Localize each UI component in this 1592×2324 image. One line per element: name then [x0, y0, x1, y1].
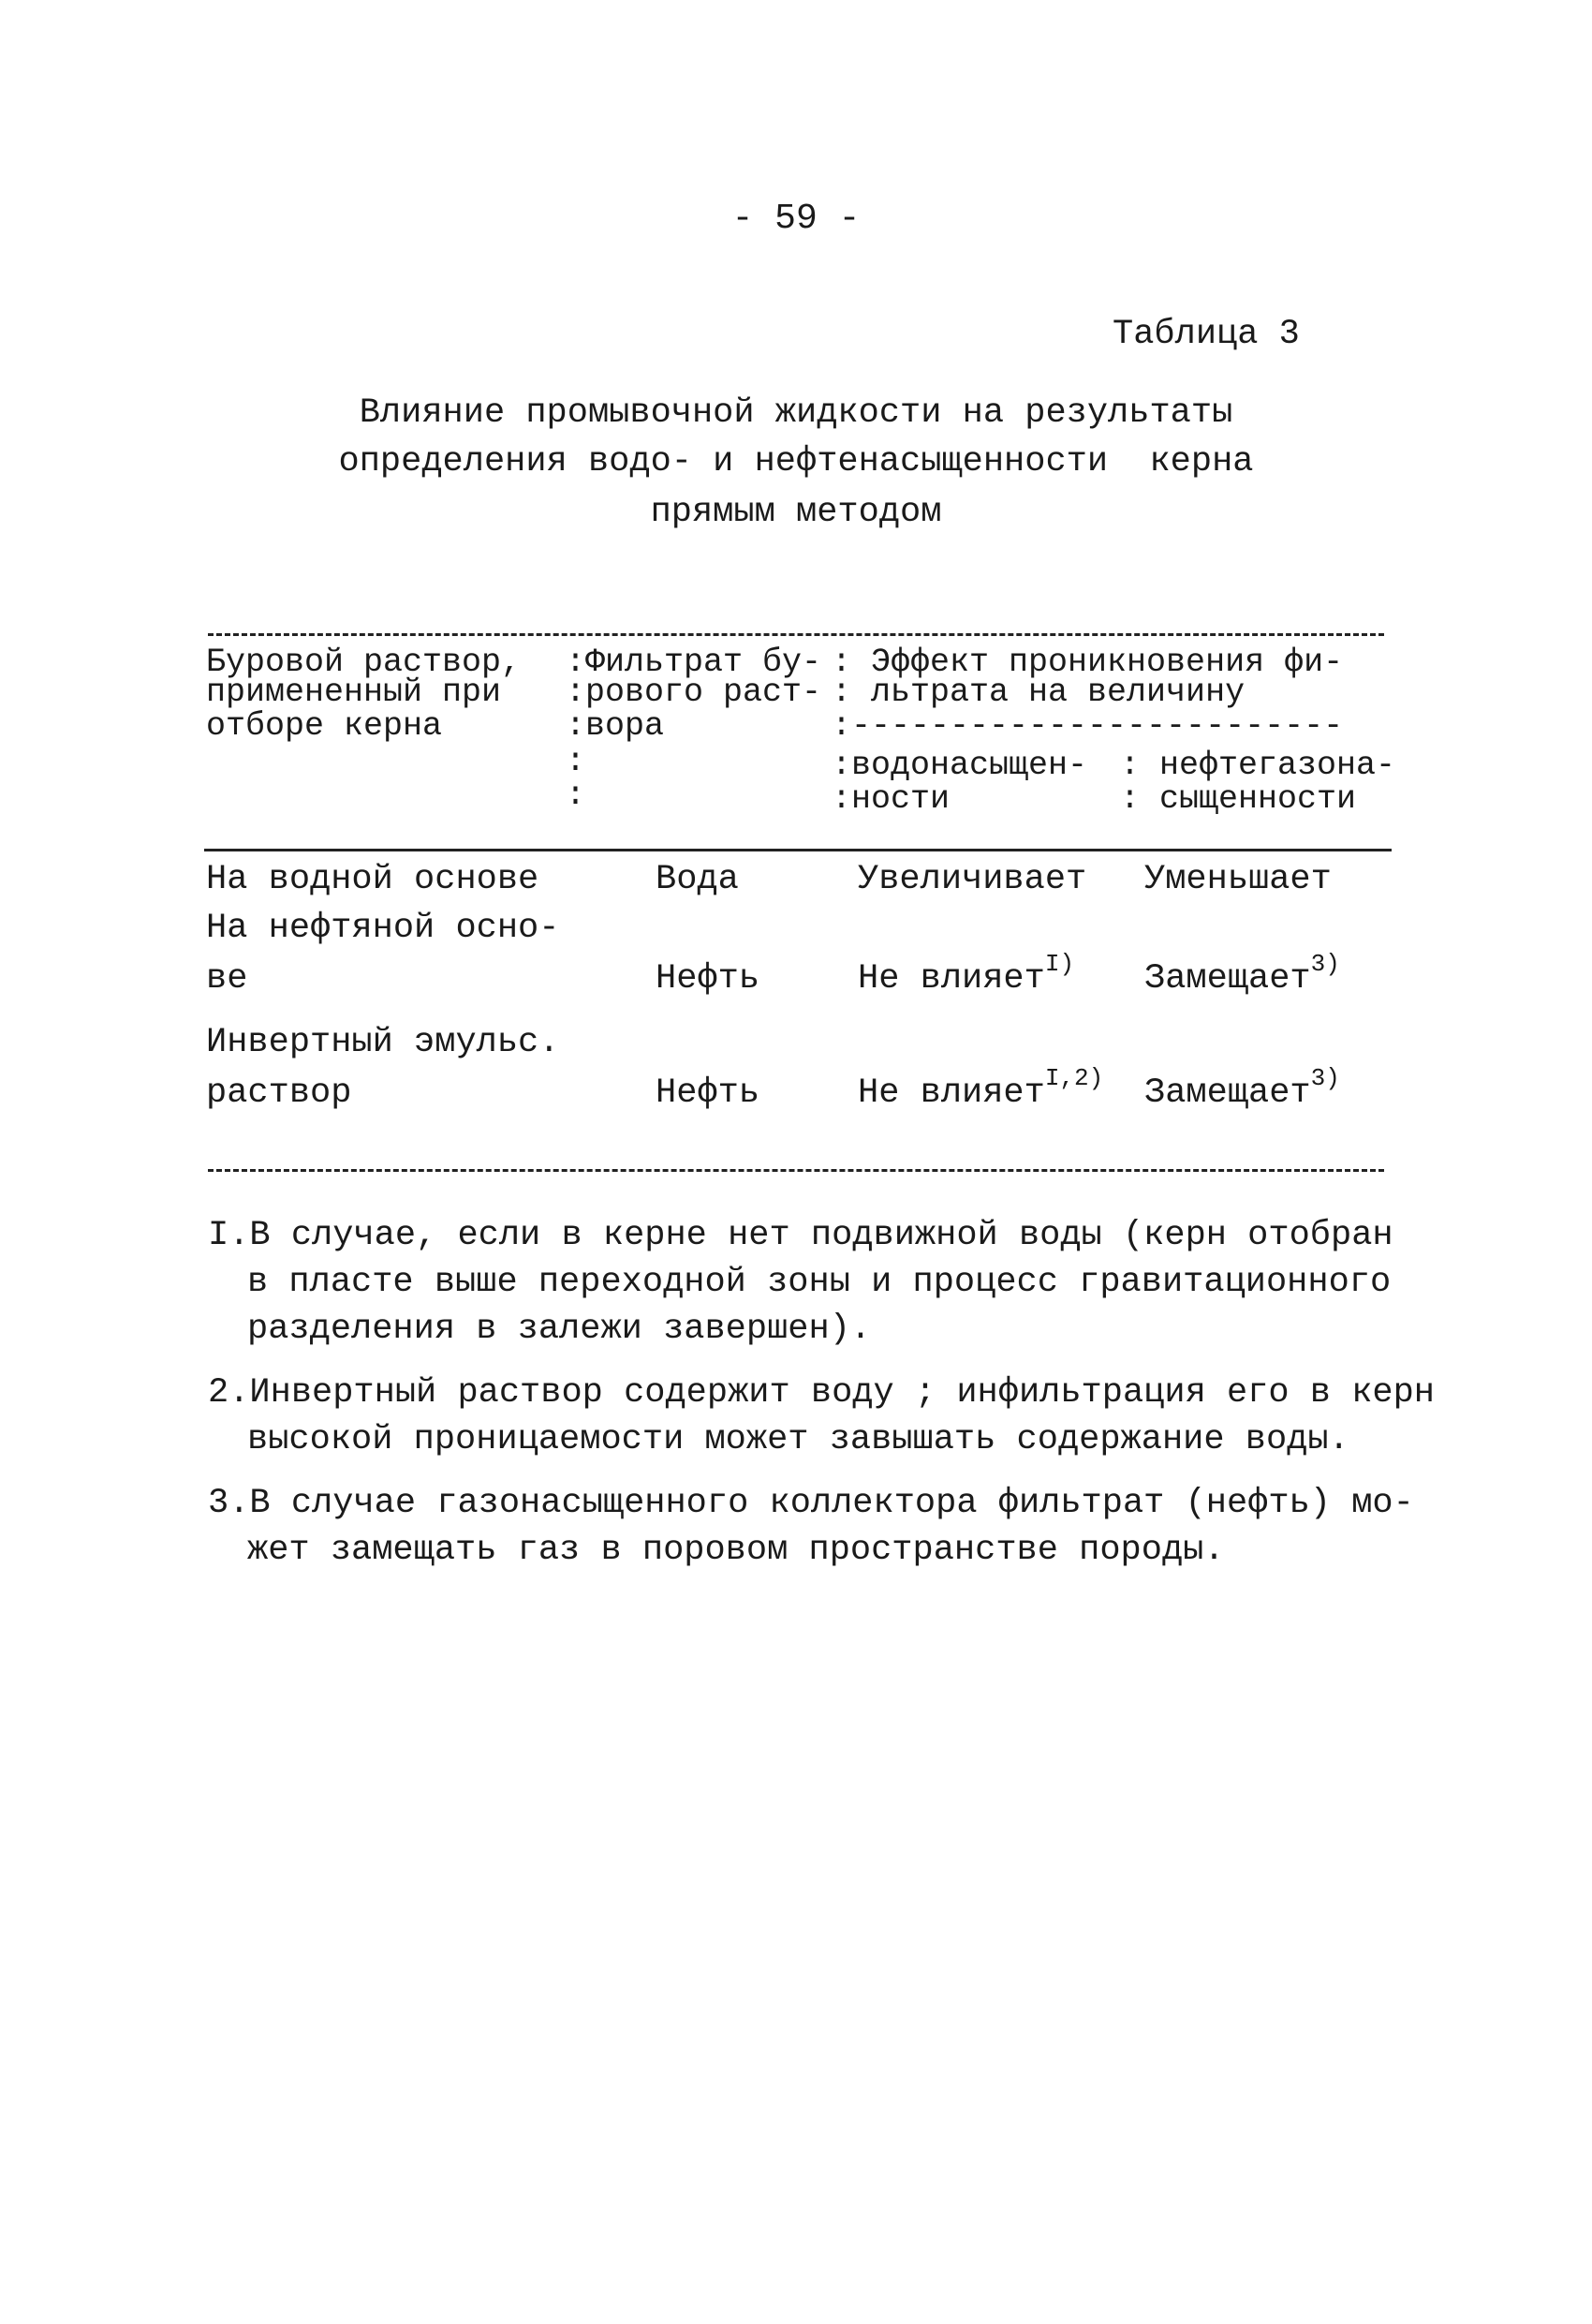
- cell-value: Увеличивает: [858, 860, 1087, 899]
- header-text: : льтрата на величину: [832, 674, 1246, 711]
- header-text: :водонасыщен-: [832, 747, 1088, 784]
- footnote-ref: 3): [1310, 1064, 1340, 1092]
- cell-water-saturation: [858, 950, 1075, 999]
- header-text: :ности: [832, 780, 951, 818]
- header-text: Буровой раствор,: [206, 644, 522, 681]
- footnote-3-line-1: 3.В случае газонасыщенного коллектора фильтрат (нефть) мо-: [208, 1484, 1414, 1523]
- cell-water-saturation: [858, 1064, 1104, 1113]
- table-label: Таблица 3: [1113, 315, 1300, 354]
- cell-fluid: Инвертный эмульс.: [206, 1023, 560, 1062]
- header-text: :вора: [566, 707, 665, 745]
- table-bottom-rule: [208, 1169, 1384, 1172]
- footnote-ref: 3): [1310, 950, 1340, 978]
- cell-value: Не влияет: [858, 959, 1045, 999]
- cell-water-saturation: [858, 860, 1086, 899]
- header-text: примененный при: [206, 674, 502, 711]
- cell-value: Замещает: [1144, 959, 1311, 999]
- footnote-1-line-3: разделения в залежи завершен).: [247, 1310, 872, 1349]
- table-title-line-3: прямым методом: [650, 493, 942, 532]
- cell-filtrate: Нефть: [656, 959, 760, 999]
- footnote-ref: I,2): [1044, 1064, 1104, 1092]
- header-text: : нефтегазона-: [1120, 747, 1396, 784]
- cell-fluid-cont: ве: [206, 959, 248, 999]
- footnote-1-line-1: I.В случае, если в керне нет подвижной воды (керн отобран: [208, 1216, 1393, 1255]
- header-text: :рового раст-: [566, 674, 822, 711]
- footnote-1-line-2: в пласте выше переходной зоны и процесс гравитационного: [247, 1263, 1392, 1302]
- cell-oil-gas-saturation: [1144, 860, 1332, 899]
- table-top-rule: [208, 633, 1384, 636]
- table-title-line-1: Влияние промывочной жидкости на результаты: [359, 393, 1233, 433]
- page-number: - 59 -: [731, 199, 861, 239]
- cell-value: Уменьшает: [1144, 860, 1332, 899]
- cell-filtrate: Вода: [656, 860, 739, 899]
- header-colon: :: [566, 777, 586, 814]
- footnote-2-line-2: высокой проницаемости может завышать содержание воды.: [247, 1420, 1349, 1459]
- cell-fluid-cont: раствор: [206, 1073, 352, 1113]
- cell-oil-gas-saturation: [1144, 1064, 1340, 1113]
- cell-oil-gas-saturation: [1144, 950, 1340, 999]
- header-text: : Эффект проникновения фи-: [832, 644, 1344, 681]
- cell-value: Не влияет: [858, 1073, 1045, 1113]
- cell-fluid: На водной основе: [206, 860, 539, 899]
- footnote-3-line-2: жет замещать газ в поровом пространстве породы.: [247, 1531, 1225, 1570]
- header-text: :-------------------------: [832, 707, 1344, 745]
- header-colon: :: [566, 743, 586, 780]
- cell-value: Замещает: [1144, 1073, 1311, 1113]
- header-text: отборе керна: [206, 707, 443, 745]
- header-text: :Фильтрат бу-: [566, 644, 822, 681]
- header-text: : сыщенности: [1120, 780, 1357, 818]
- cell-fluid: На нефтяной осно-: [206, 909, 560, 948]
- footnote-2-line-1: 2.Инвертный раствор содержит воду ; инфильтрация его в керн: [208, 1373, 1436, 1413]
- footnote-ref: I): [1044, 950, 1075, 978]
- table-title-line-2: определения водо- и нефтенасыщенности керна: [338, 442, 1254, 481]
- header-bottom-rule: [204, 849, 1392, 851]
- cell-filtrate: Нефть: [656, 1073, 760, 1113]
